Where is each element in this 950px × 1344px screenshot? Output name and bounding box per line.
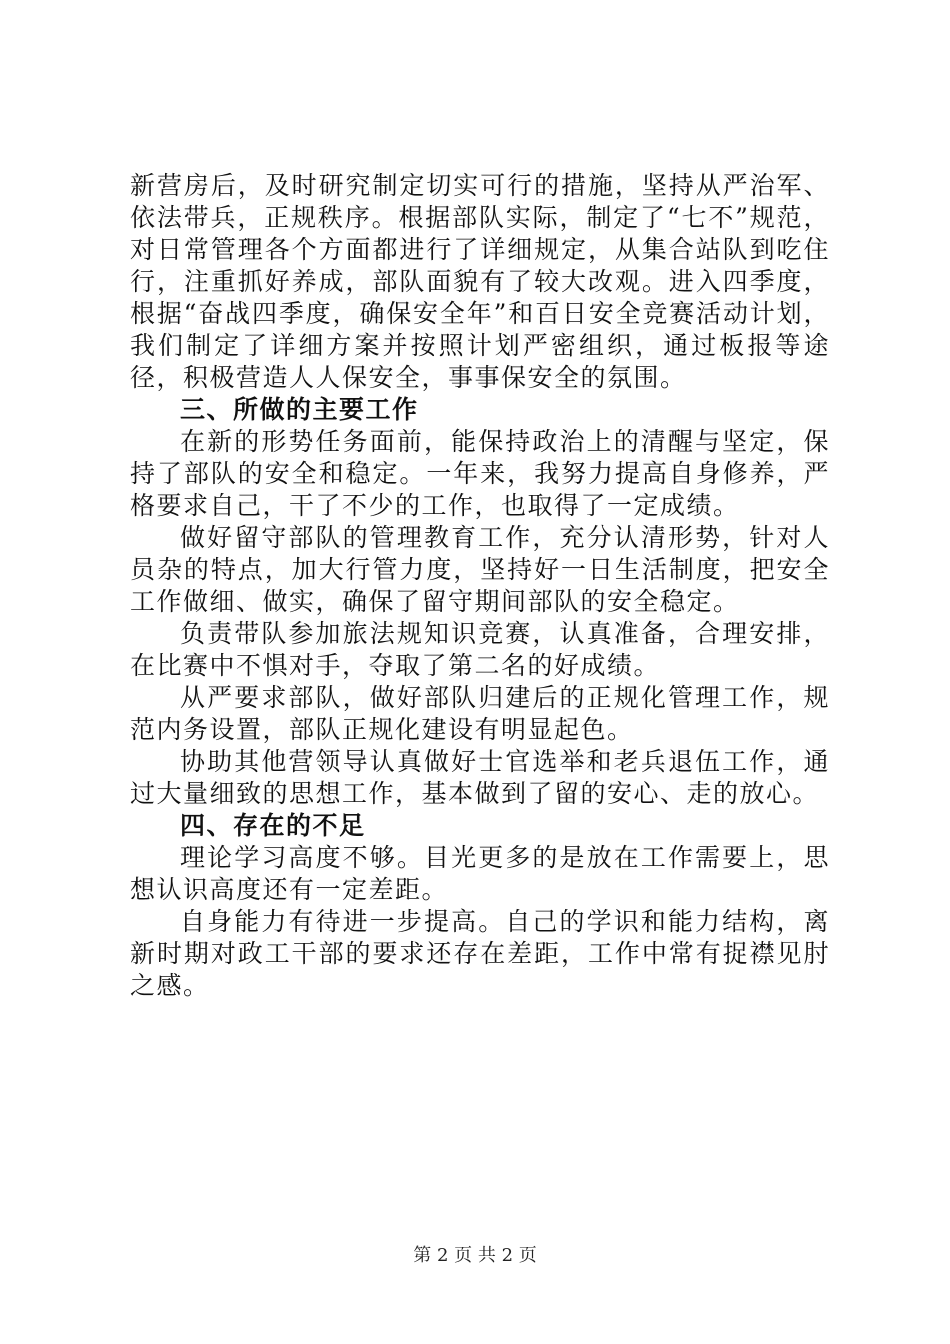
page-footer: 第 2 页 共 2 页 — [413, 1245, 537, 1266]
paragraph-main-work-summary: 在新的形势任务面前，能保持政治上的清醒与坚定，保持了部队的安全和稳定。一年来，我努力提高自身修养，严格要求自己，干了不少的工作，也取得了一定成绩。 — [130, 427, 830, 520]
paragraph-knowledge-contest: 负责带队参加旅法规知识竞赛，认真准备，合理安排，在比赛中不惧对手，夺取了第二名的好成绩。 — [130, 619, 830, 680]
section-heading-main-work: 三、所做的主要工作 — [180, 395, 419, 424]
paragraph-theory-study: 理论学习高度不够。目光更多的是放在工作需要上，思想认识高度还有一定差距。 — [130, 843, 830, 904]
paragraph-intro: 新营房后，及时研究制定切实可行的措施，坚持从严治军、依法带兵，正规秩序。根据部队实际，制定了“七不”规范，对日常管理各个方面都进行了详细规定，从集合站队到吃住行，注重抓好养成，部队面貌有了较大改观。进入四季度，根据“奋战四季度，确保安全年”和百日安全竞赛活动计划，我们制定了详细方案并按照计划严密组织，通过板报等途径，积极营造人人保安全，事事保安全的氛围。 — [130, 171, 830, 392]
document-body — [130, 170, 830, 1002]
paragraph-veteran-work: 协助其他营领导认真做好士官选举和老兵退伍工作，通过大量细致的思想工作，基本做到了留的安心、走的放心。 — [130, 747, 830, 808]
paragraph-regularization: 从严要求部队，做好部队归建后的正规化管理工作，规范内务设置，部队正规化建设有明显起色。 — [130, 683, 830, 744]
paragraph-ability: 自身能力有待进一步提高。自己的学识和能力结构，离新时期对政工干部的要求还存在差距，工作中常有捉襟见肘之感。 — [130, 907, 830, 1000]
section-heading-shortcomings: 四、存在的不足 — [180, 811, 366, 840]
paragraph-garrison-management: 做好留守部队的管理教育工作，充分认清形势，针对人员杂的特点，加大行管力度，坚持好一日生活制度，把安全工作做细、做实，确保了留守期间部队的安全稳定。 — [130, 523, 830, 616]
